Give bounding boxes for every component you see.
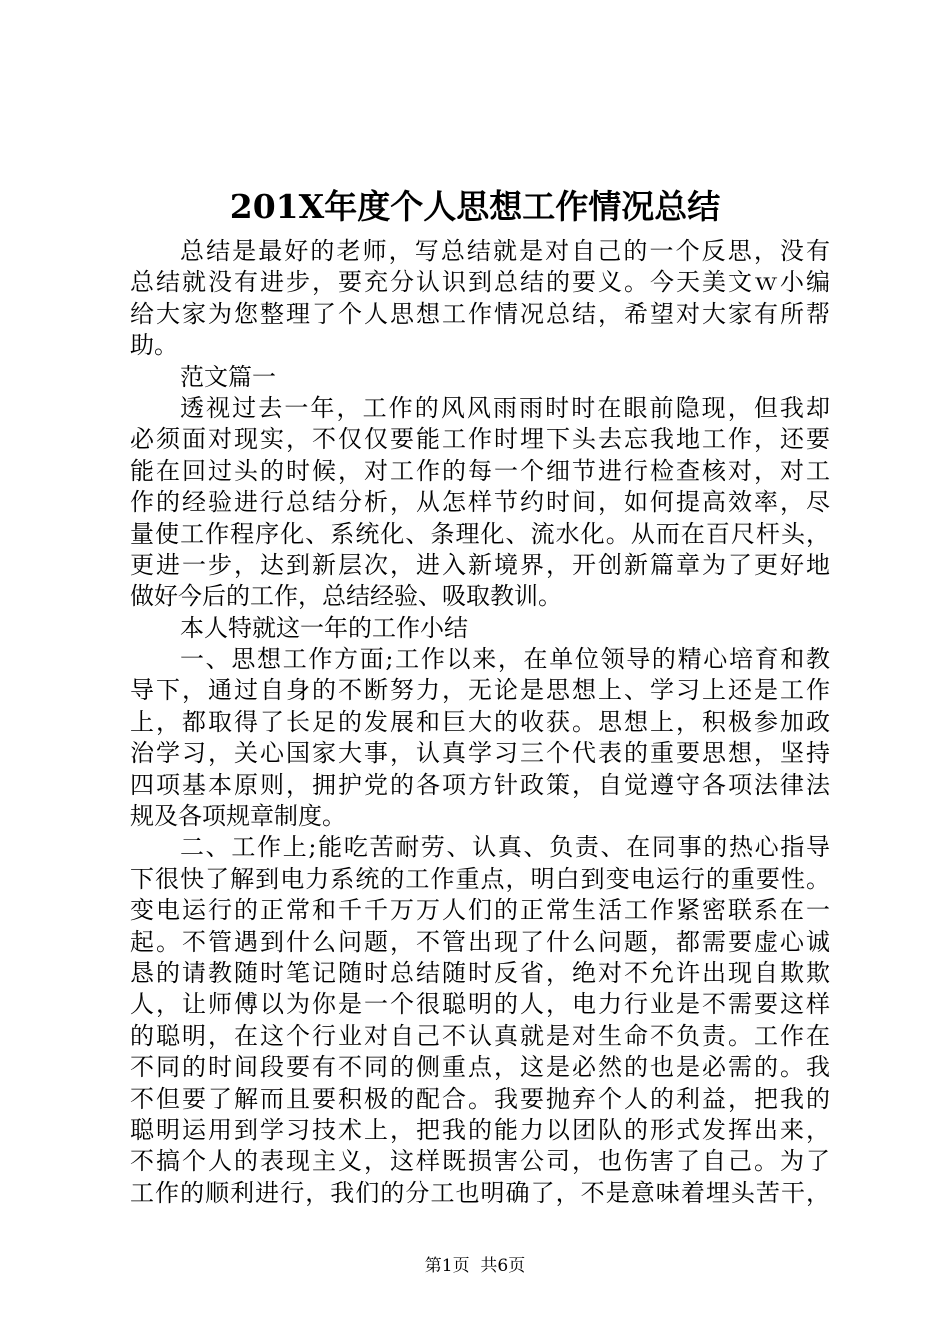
page-footer: 第1页 共6页 [424,1256,526,1276]
body-line: 范文篇一 [180,362,276,391]
body-line: 必须面对现实，不仅仅要能工作时埋下头去忘我地工作，还要 [130,425,830,454]
body-line: 助。 [130,331,178,360]
body-line: 总结就没有进步，要充分认识到总结的要义。今天美文ｗ小编 [130,268,830,297]
document-title: 201X年度个人思想工作情况总结 [229,187,721,226]
body-line: 做好今后的工作，总结经验、吸取教训。 [130,582,562,611]
body-line: 的聪明，在这个行业对自己不认真就是对生命不负责。工作在 [130,1021,830,1050]
body-line: 作的经验进行总结分析，从怎样节约时间，如何提高效率，尽 [130,488,830,517]
body-line: 能在回过头的时候，对工作的每一个细节进行检查核对，对工 [130,456,830,485]
body-line: 上，都取得了长足的发展和巨大的收获。思想上，积极参加政 [130,707,830,736]
body-line: 恳的请教随时笔记随时总结随时反省，绝对不允许出现自欺欺 [130,958,830,987]
body-line: 本人特就这一年的工作小结 [180,613,468,642]
body-line: 变电运行的正常和千千万万人们的正常生活工作紧密联系在一 [130,896,830,925]
body-line: 量使工作程序化、系统化、条理化、流水化。从而在百尺杆头， [130,519,830,548]
document-body [130,236,830,1209]
body-line: 不但要了解而且要积极的配合。我要抛弃个人的利益，把我的 [130,1084,830,1113]
body-line: 给大家为您整理了个人思想工作情况总结，希望对大家有所帮 [130,299,830,328]
body-line: 下很快了解到电力系统的工作重点，明白到变电运行的重要性。 [130,864,830,893]
body-line: 更进一步，达到新层次，进入新境界，开创新篇章为了更好地 [130,550,830,579]
body-line: 聪明运用到学习技术上，把我的能力以团队的形式发挥出来， [130,1115,830,1144]
body-line: 导下，通过自身的不断努力，无论是思想上、学习上还是工作 [130,676,830,705]
body-line: 不同的时间段要有不同的侧重点，这是必然的也是必需的。我 [130,1053,830,1082]
body-line: 四项基本原则，拥护党的各项方针政策，自觉遵守各项法律法 [130,770,830,799]
body-line: 不搞个人的表现主义，这样既损害公司，也伤害了自己。为了 [130,1147,830,1176]
body-line: 工作的顺利进行，我们的分工也明确了，不是意味着埋头苦干， [130,1178,830,1207]
body-line: 一、思想工作方面;工作以来，在单位领导的精心培育和教 [180,645,830,674]
body-line: 透视过去一年，工作的风风雨雨时时在眼前隐现，但我却 [180,393,830,422]
body-line: 人，让师傅以为你是一个很聪明的人，电力行业是不需要这样 [130,990,830,1019]
body-line: 二、工作上;能吃苦耐劳、认真、负责、在同事的热心指导 [180,833,830,862]
body-line: 起。不管遇到什么问题，不管出现了什么问题，都需要虚心诚 [130,927,830,956]
body-line: 治学习，关心国家大事，认真学习三个代表的重要思想，坚持 [130,739,830,768]
body-line: 总结是最好的老师，写总结就是对自己的一个反思，没有 [180,237,830,265]
body-line: 规及各项规章制度。 [130,802,346,831]
